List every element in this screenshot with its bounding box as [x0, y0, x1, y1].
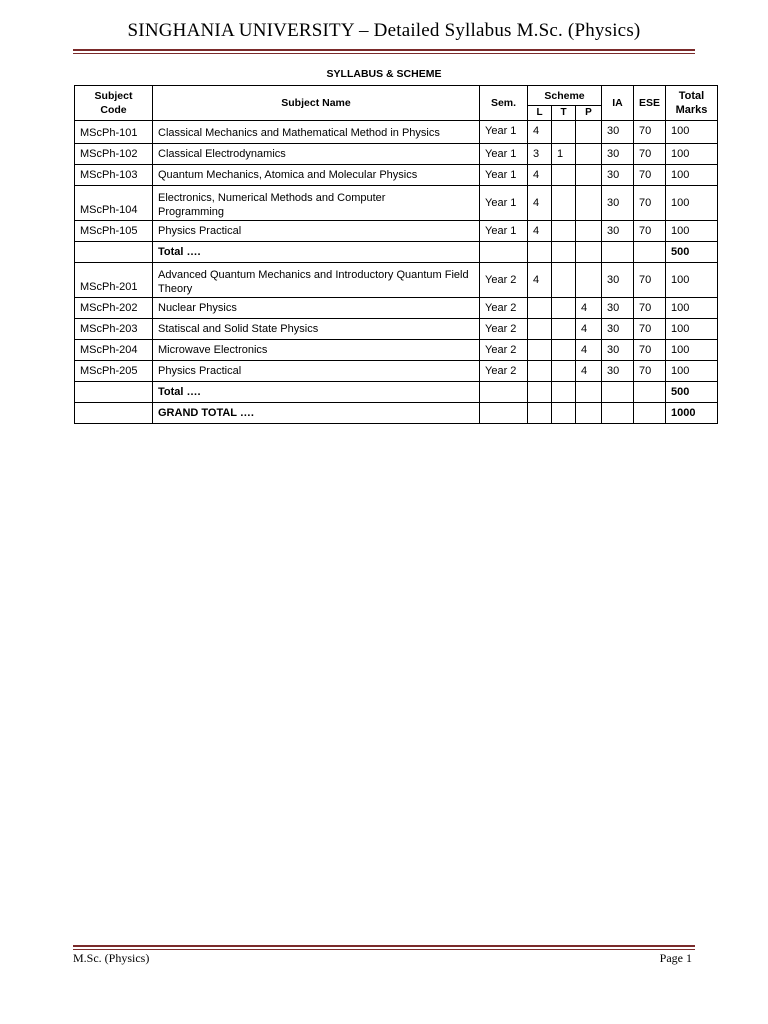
cell-total: 100 [666, 221, 718, 242]
table-row [75, 319, 718, 340]
cell-t [552, 121, 576, 144]
cell-ia: 30 [602, 340, 634, 361]
cell-ese: 70 [634, 144, 666, 165]
cell-ese: 70 [634, 361, 666, 382]
cell-p: 4 [576, 298, 602, 319]
header-total-marks [666, 86, 718, 121]
cell-ese: 70 [634, 121, 666, 144]
cell-sem: Year 2 [480, 319, 528, 340]
cell-total: 100 [666, 263, 718, 298]
cell-code: MScPh-202 [75, 298, 153, 319]
header-subject-code: Subject Code [75, 86, 153, 121]
cell-p [576, 263, 602, 298]
cell-name: Statiscal and Solid State Physics [153, 319, 480, 340]
cell-t [552, 298, 576, 319]
cell-total: 500 [666, 242, 718, 263]
cell-name: GRAND TOTAL …. [153, 403, 480, 424]
table-row [75, 144, 718, 165]
cell-total: 100 [666, 121, 718, 144]
cell-sem: Year 2 [480, 263, 528, 298]
cell-t [552, 319, 576, 340]
cell-p [576, 403, 602, 424]
cell-l [528, 361, 552, 382]
cell-t: 1 [552, 144, 576, 165]
cell-l [528, 242, 552, 263]
cell-total: 100 [666, 165, 718, 186]
cell-name: Quantum Mechanics, Atomica and Molecular Physics [153, 165, 480, 186]
cell-ese: 70 [634, 263, 666, 298]
cell-code: MScPh-205 [75, 361, 153, 382]
cell-ese [634, 403, 666, 424]
table-row-subtotal [75, 382, 718, 403]
cell-total: 100 [666, 144, 718, 165]
cell-ia: 30 [602, 221, 634, 242]
cell-ia: 30 [602, 165, 634, 186]
header-ia: IA [602, 86, 634, 121]
cell-code: MScPh-204 [75, 340, 153, 361]
cell-p: 4 [576, 340, 602, 361]
cell-t [552, 165, 576, 186]
table-row [75, 263, 718, 298]
cell-code [75, 242, 153, 263]
table-row [75, 186, 718, 221]
cell-ia: 30 [602, 319, 634, 340]
cell-total: 100 [666, 319, 718, 340]
cell-t [552, 340, 576, 361]
cell-code: MScPh-105 [75, 221, 153, 242]
cell-sem: Year 1 [480, 186, 528, 221]
cell-t [552, 382, 576, 403]
cell-ese: 70 [634, 319, 666, 340]
cell-ese [634, 242, 666, 263]
header-subject-name: Subject Name [153, 86, 480, 121]
cell-l [528, 319, 552, 340]
cell-ia: 30 [602, 121, 634, 144]
cell-total: 500 [666, 382, 718, 403]
cell-code: MScPh-203 [75, 319, 153, 340]
header-total-marks-line1: Total [678, 90, 705, 102]
cell-sem: Year 2 [480, 340, 528, 361]
cell-name: Nuclear Physics [153, 298, 480, 319]
cell-sem [480, 403, 528, 424]
cell-name: Classical Mechanics and Mathematical Method in Physics [153, 121, 480, 144]
cell-ese: 70 [634, 186, 666, 221]
cell-l: 3 [528, 144, 552, 165]
cell-code: MScPh-101 [75, 121, 153, 144]
cell-code [75, 382, 153, 403]
cell-sem: Year 1 [480, 165, 528, 186]
header-ese: ESE [634, 86, 666, 121]
cell-sem: Year 2 [480, 298, 528, 319]
cell-name: Electronics, Numerical Methods and Computer Programming [153, 186, 480, 221]
cell-p [576, 121, 602, 144]
cell-t [552, 403, 576, 424]
cell-code: MScPh-201 [75, 263, 153, 298]
cell-sem: Year 1 [480, 121, 528, 144]
cell-sem: Year 1 [480, 221, 528, 242]
cell-name: Total …. [153, 242, 480, 263]
cell-t [552, 242, 576, 263]
cell-p [576, 242, 602, 263]
table-row [75, 340, 718, 361]
cell-ia: 30 [602, 361, 634, 382]
cell-ia: 30 [602, 186, 634, 221]
cell-l [528, 340, 552, 361]
cell-total: 100 [666, 361, 718, 382]
header-rule [73, 49, 695, 54]
cell-p [576, 165, 602, 186]
page-title: SINGHANIA UNIVERSITY – Detailed Syllabus M.Sc. (Physics) [127, 20, 641, 41]
cell-l: 4 [528, 263, 552, 298]
header-p: P [576, 106, 602, 121]
table-row [75, 121, 718, 144]
cell-code: MScPh-103 [75, 165, 153, 186]
footer-rule [73, 945, 695, 950]
cell-ese: 70 [634, 221, 666, 242]
header-sem: Sem. [480, 86, 528, 121]
cell-t [552, 361, 576, 382]
cell-ia [602, 403, 634, 424]
table-caption: SYLLABUS & SCHEME [326, 68, 442, 80]
cell-name: Physics Practical [153, 361, 480, 382]
table-row [75, 298, 718, 319]
cell-l: 4 [528, 221, 552, 242]
cell-l [528, 298, 552, 319]
cell-p [576, 221, 602, 242]
header-total-marks-line2: Marks [675, 104, 708, 116]
cell-name: Total …. [153, 382, 480, 403]
cell-ese: 70 [634, 340, 666, 361]
cell-ia [602, 242, 634, 263]
cell-sem [480, 242, 528, 263]
cell-ia: 30 [602, 298, 634, 319]
cell-ia: 30 [602, 144, 634, 165]
cell-ia: 30 [602, 263, 634, 298]
cell-sem [480, 382, 528, 403]
cell-l: 4 [528, 186, 552, 221]
cell-total: 1000 [666, 403, 718, 424]
cell-sem: Year 1 [480, 144, 528, 165]
table-row [75, 165, 718, 186]
header-scheme: Scheme [528, 86, 602, 106]
page-number: Page 1 [659, 951, 692, 965]
cell-code [75, 403, 153, 424]
cell-l: 4 [528, 121, 552, 144]
table-row-subtotal [75, 242, 718, 263]
cell-l: 4 [528, 165, 552, 186]
cell-sem: Year 2 [480, 361, 528, 382]
table-row-grand-total [75, 403, 718, 424]
cell-l [528, 403, 552, 424]
cell-name: Microwave Electronics [153, 340, 480, 361]
footer-course: M.Sc. (Physics) [73, 951, 150, 965]
syllabus-table [74, 85, 718, 424]
cell-ese: 70 [634, 165, 666, 186]
table-row [75, 361, 718, 382]
cell-p: 4 [576, 319, 602, 340]
cell-t [552, 186, 576, 221]
cell-name: Physics Practical [153, 221, 480, 242]
cell-ia [602, 382, 634, 403]
cell-code: MScPh-102 [75, 144, 153, 165]
cell-p [576, 144, 602, 165]
cell-t [552, 263, 576, 298]
cell-ese [634, 382, 666, 403]
cell-name: Advanced Quantum Mechanics and Introductory Quantum Field Theory [153, 263, 480, 298]
cell-p: 4 [576, 361, 602, 382]
cell-total: 100 [666, 340, 718, 361]
cell-l [528, 382, 552, 403]
cell-name: Classical Electrodynamics [153, 144, 480, 165]
header-t: T [552, 106, 576, 121]
cell-ese: 70 [634, 298, 666, 319]
cell-total: 100 [666, 186, 718, 221]
cell-t [552, 221, 576, 242]
cell-code: MScPh-104 [75, 186, 153, 221]
cell-p [576, 382, 602, 403]
cell-p [576, 186, 602, 221]
header-l: L [528, 106, 552, 121]
table-row [75, 221, 718, 242]
cell-total: 100 [666, 298, 718, 319]
